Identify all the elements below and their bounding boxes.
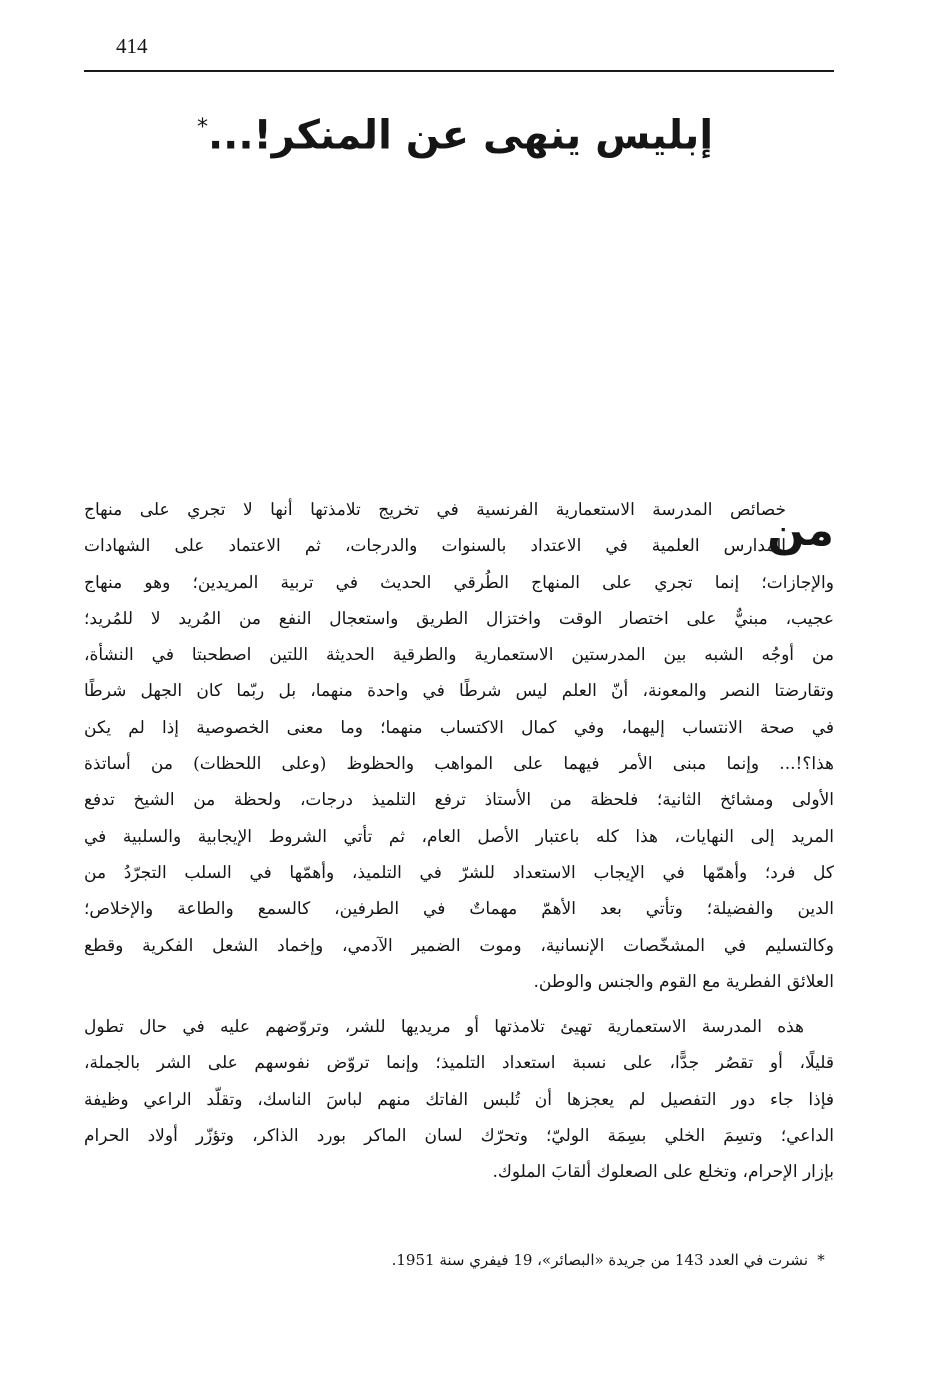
footnote-text: نشرت في العدد 143 من جريدة «البصائر»، 19 فيفري سنة 1951. (391, 1251, 808, 1269)
text-line: كل فرد؛ وأهمّها في الإيجاب الاستعداد للشرّ في التلميذ، وأهمّها في السلب التجرّدُ من (84, 862, 834, 883)
text-line: من أوجُه الشبه بين المدرستين الاستعمارية والطرقية الحديثة اللتين اصطحبتا في النشأة، (84, 645, 834, 666)
text-line: والإجازات؛ إنما تجري على المنهاج الطُرقي الحديث في تربية المريدين؛ وهو منهاج (84, 572, 834, 593)
footnote (84, 1248, 834, 1272)
text-line: فإذا جاء دور التفصيل لم يعجزها أن تُلبس الفاتك منهم لباسَ الناسك، وتقلّد الراعي وظيفة (84, 1089, 834, 1110)
page-number: 414 (116, 34, 148, 58)
text-line: العلائق الفطرية مع القوم والجنس والوطن. (533, 971, 834, 992)
text-line: هذا؟!... وإنما مبنى الأمر فيهما على المواهب والحظوظ (وعلى اللحظات) من أساتذة (84, 754, 834, 775)
paragraph-spacer (84, 1000, 834, 1009)
text-line: وكالتسليم في المشخّصات الإنسانية، وموت الضمير الآدمي، وإخماد الشعل الفكرية وقطع (84, 935, 834, 956)
paragraph-2 (84, 1009, 834, 1190)
article-body (84, 492, 834, 1191)
text-line: عجيب، مبنيٌّ على اختصار الوقت واختزال الطريق واستعجال النفع من المُريد لا للمُريد؛ (84, 608, 834, 629)
text-line: هذه المدرسة الاستعمارية تهيئ تلامذتها أو مريديها للشر، وتروّضهم عليه في حال تطول (84, 1017, 804, 1038)
text-line: الدين والفضيلة؛ وتأتي بعد الأهمّ مهماتٌ في الطرفين، كالسمع والطاعة والإخلاص؛ (84, 899, 834, 920)
drop-cap: من (767, 505, 834, 556)
header-rule (84, 70, 834, 72)
text-line: وتقارضتا النصر والمعونة، أنّ العلم ليس شرطًا في واحدة منهما، بل ربّما كان الجهل شرطًا (84, 681, 834, 702)
text-line: المريد إلى النهايات، هذا كله باعتبار الأصل العام، ثم تأتي الشروط الإيجابية والسلبية في (84, 826, 834, 847)
footnote-marker: * (817, 1251, 825, 1269)
text-line: الأولى ومشائخ الثانية؛ فلحظة من الأستاذ ترفع التلميذ درجات، ولحظة من الشيخ تدفع (84, 790, 834, 811)
title-footnote-marker: * (196, 115, 208, 140)
paragraph-1 (84, 492, 834, 1000)
text-line: خصائص المدرسة الاستعمارية الفرنسية في تخريج تلامذتها أنها لا تجري على منهاج (84, 500, 786, 520)
text-line: الداعي؛ وتسِمَ الخلي بسِمَة الوليّ؛ وتحرّك لسان الماكر بورد الذاكر، وتؤزّر أولاد الحرام (84, 1126, 834, 1147)
text-line: في صحة الانتساب إليهما، وفي كمال الاكتساب منهما؛ وما معنى الخصوصية إذا لم يكن (84, 717, 834, 738)
article-title (150, 98, 760, 165)
text-line: بإزار الإحرام، وتخلع على الصعلوك ألقابَ الملوك. (492, 1162, 834, 1183)
text-line: قليلًا، أو تقصُر جدًّا، على نسبة استعداد التلميذ؛ وإنما تروّض نفوسهم على الشر بالجملة، (84, 1053, 834, 1074)
title-text: إبليس ينهى عن المنكر!... (207, 112, 714, 159)
text-line: المدارس العلمية في الاعتداد بالسنوات والدرجات، ثم الاعتماد على الشهادات (84, 536, 786, 557)
